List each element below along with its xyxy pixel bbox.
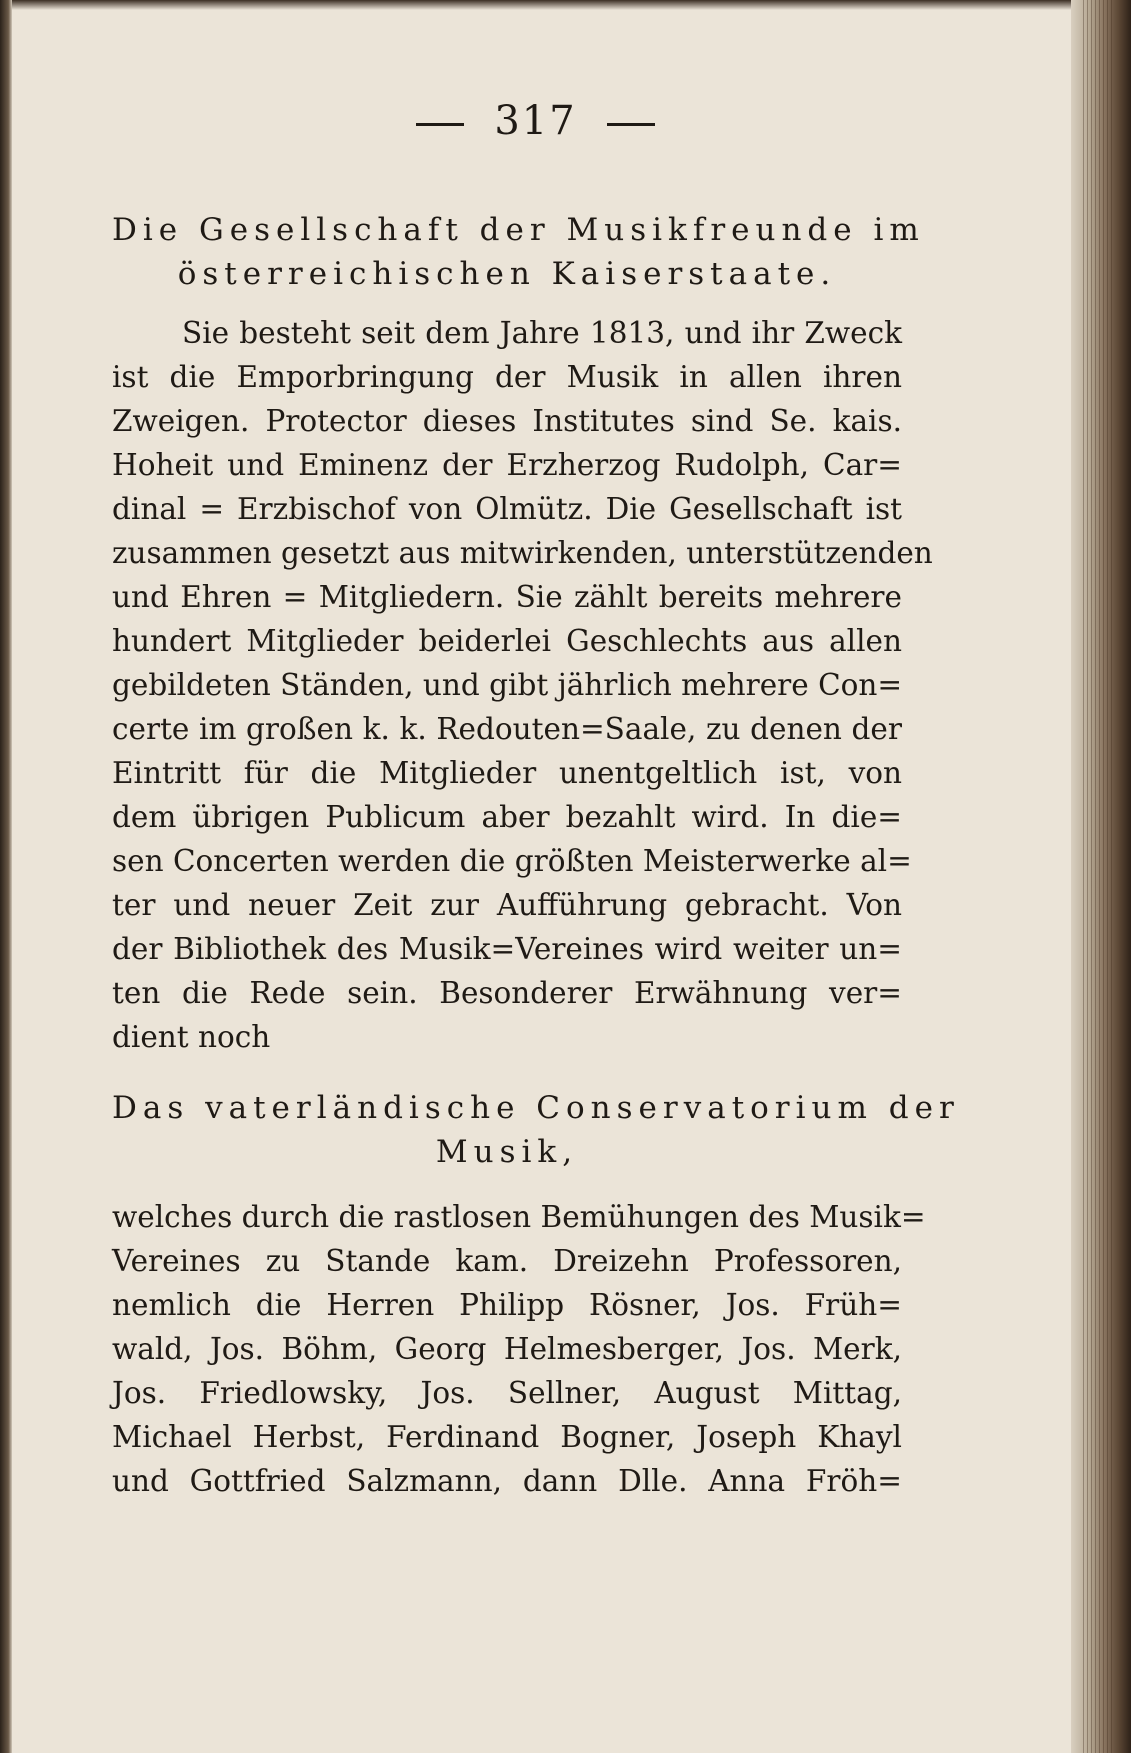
paragraph-2-line-5: Jos. Friedlowsky, Jos. Sellner, August Mittag, xyxy=(112,1376,902,1410)
paragraph-2-line-2: Vereines zu Stande kam. Dreizehn Professoren, xyxy=(112,1244,902,1278)
paragraph-1-line-5: dinal = Erzbischof von Olmütz. Die Gesellschaft ist xyxy=(112,492,902,526)
paragraph-1-line-9: gebildeten Ständen, und gibt jährlich mehrere Con= xyxy=(112,668,903,702)
paragraph-1-line-3: Zweigen. Protector dieses Institutes sind Se. kais. xyxy=(112,404,902,438)
paragraph-1-line-2: ist die Emporbringung der Musik in allen ihren xyxy=(112,360,902,394)
paragraph-2-line-1: welches durch die rastlosen Bemühungen des Musik= xyxy=(112,1200,926,1234)
paragraph-1-line-16: ten die Rede sein. Besonderer Erwähnung ver= xyxy=(112,976,902,1010)
section-heading-2-line-2: Musik, xyxy=(435,1134,579,1170)
section-heading-2-line-1: Das vaterländische Conservatorium der xyxy=(112,1090,960,1126)
paragraph-1-line-14: ter und neuer Zeit zur Aufführung gebracht. Von xyxy=(112,888,902,922)
paragraph-2-line-3: nemlich die Herren Philipp Rösner, Jos. Früh= xyxy=(112,1288,902,1322)
page-header xyxy=(0,98,1071,144)
header-dash-right xyxy=(607,123,655,126)
paragraph-1-line-15: der Bibliothek des Musik=Vereines wird weiter un= xyxy=(112,932,902,966)
paragraph-1-line-17: dient noch xyxy=(112,1020,271,1054)
paragraph-1-line-6: zusammen gesetzt aus mitwirkenden, unterstützenden xyxy=(112,536,933,570)
paragraph-2-line-6: Michael Herbst, Ferdinand Bogner, Joseph Khayl xyxy=(112,1420,902,1454)
page-number: 317 xyxy=(494,98,577,144)
paragraph-1-line-12: dem übrigen Publicum aber bezahlt wird. In die= xyxy=(112,800,902,834)
paragraph-1-line-10: certe im großen k. k. Redouten=Saale, zu denen der xyxy=(112,712,902,746)
paragraph-2-line-7: und Gottfried Salzmann, dann Dlle. Anna Fröh= xyxy=(112,1464,902,1498)
paragraph-1-line-1: Sie besteht seit dem Jahre 1813, und ihr Zweck xyxy=(182,316,902,350)
paragraph-1-line-8: hundert Mitglieder beiderlei Geschlechts aus allen xyxy=(112,624,902,658)
section-heading-line-2: österreichischen Kaiserstaate. xyxy=(177,256,837,292)
paragraph-1-line-4: Hoheit und Eminenz der Erzherzog Rudolph, Car= xyxy=(112,448,902,482)
paragraph-2-line-4: wald, Jos. Böhm, Georg Helmesberger, Jos. Merk, xyxy=(112,1332,902,1366)
scan-edge-left xyxy=(0,0,12,1753)
paragraph-1-line-7: und Ehren = Mitgliedern. Sie zählt bereits mehrere xyxy=(112,580,902,614)
header-dash-left xyxy=(416,123,464,126)
paragraph-1-line-11: Eintritt für die Mitglieder unentgeltlich ist, von xyxy=(112,756,902,790)
page-stack-lines xyxy=(1083,0,1113,1753)
scan-edge-top xyxy=(0,0,1131,10)
section-heading-line-1: Die Gesellschaft der Musikfreunde im xyxy=(112,212,925,248)
paragraph-1-line-13: sen Concerten werden die größten Meisterwerke al= xyxy=(112,844,912,878)
